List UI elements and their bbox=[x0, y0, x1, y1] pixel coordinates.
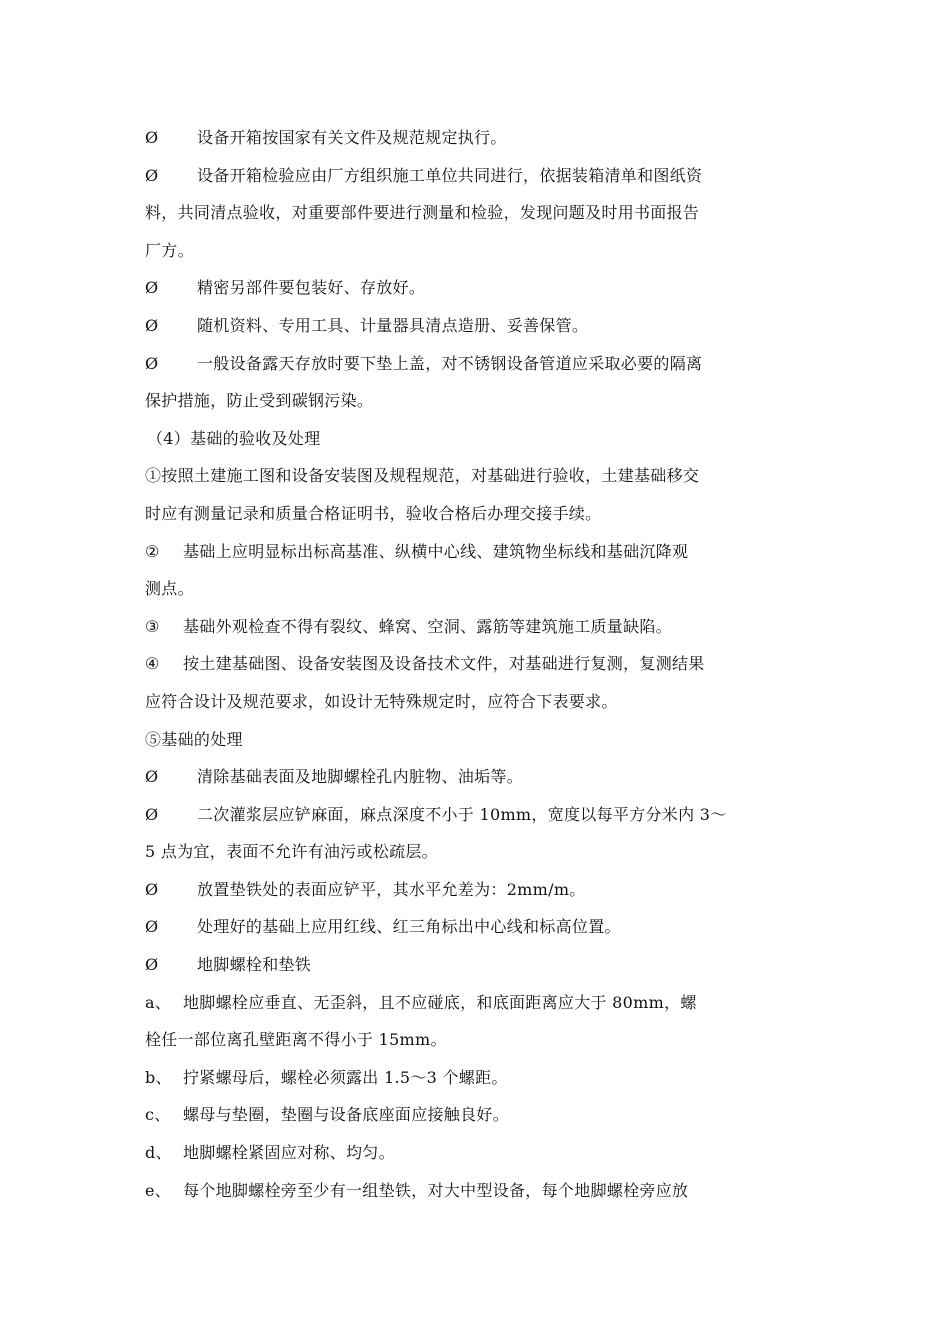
text-line bbox=[145, 345, 815, 383]
list-marker: e、 bbox=[145, 1180, 172, 1200]
text-line bbox=[145, 1134, 815, 1172]
text-line bbox=[145, 946, 815, 984]
document-body bbox=[145, 119, 815, 1209]
text-line bbox=[145, 495, 815, 533]
text-line bbox=[145, 119, 815, 157]
text-line bbox=[145, 157, 815, 195]
text-line bbox=[145, 871, 815, 909]
text-line bbox=[145, 307, 815, 345]
text-line bbox=[145, 269, 815, 307]
text-line bbox=[145, 457, 815, 495]
line-text: （4）基础的验收及处理 bbox=[147, 428, 321, 448]
line-text: ①按照土建施工图和设备安装图及规程规范，对基础进行验收，土建基础移交 bbox=[145, 466, 700, 486]
text-line bbox=[145, 796, 815, 834]
list-marker: ② bbox=[145, 541, 160, 561]
line-text: 基础上应明显标出标高基准、纵横中心线、建筑物坐标线和基础沉降观 bbox=[183, 541, 689, 561]
line-text: 测点。 bbox=[145, 579, 194, 599]
list-marker: a、 bbox=[145, 992, 172, 1012]
line-text: ⑤基础的处理 bbox=[145, 729, 243, 749]
text-line bbox=[145, 1096, 815, 1134]
text-line bbox=[145, 758, 815, 796]
line-text: 厂方。 bbox=[145, 240, 194, 260]
line-text: 螺母与垫圈，垫圈与设备底座面应接触良好。 bbox=[183, 1105, 510, 1125]
list-marker: c、 bbox=[145, 1105, 171, 1125]
line-text: 地脚螺栓应垂直、无歪斜，且不应碰底，和底面距离应大于 80mm，螺 bbox=[183, 992, 697, 1012]
text-line bbox=[145, 721, 815, 759]
text-line bbox=[145, 1059, 815, 1097]
list-marker: d、 bbox=[145, 1143, 172, 1163]
text-line bbox=[145, 1172, 815, 1210]
line-text: 放置垫铁处的表面应铲平，其水平允差为：2mm/m。 bbox=[197, 879, 586, 899]
section-heading bbox=[145, 420, 815, 458]
text-line bbox=[145, 984, 815, 1022]
line-text: 5 点为宜，表面不允许有油污或松疏层。 bbox=[145, 842, 438, 862]
line-text: 精密另部件要包装好、存放好。 bbox=[197, 278, 426, 298]
line-text: 每个地脚螺栓旁至少有一组垫铁，对大中型设备，每个地脚螺栓旁应放 bbox=[183, 1180, 689, 1200]
line-text: 清除基础表面及地脚螺栓孔内脏物、油垢等。 bbox=[197, 767, 524, 787]
text-line bbox=[145, 194, 815, 232]
bullet-marker: Ø bbox=[145, 353, 159, 373]
text-line bbox=[145, 833, 815, 871]
bullet-marker: Ø bbox=[145, 278, 159, 298]
bullet-marker: Ø bbox=[145, 315, 159, 335]
bullet-marker: Ø bbox=[145, 165, 159, 185]
line-text: 处理好的基础上应用红线、红三角标出中心线和标高位置。 bbox=[197, 917, 621, 937]
text-line bbox=[145, 908, 815, 946]
text-line bbox=[145, 1021, 815, 1059]
line-text: 料，共同清点验收，对重要部件要进行测量和检验，发现问题及时用书面报告 bbox=[145, 203, 700, 223]
line-text: 时应有测量记录和质量合格证明书，验收合格后办理交接手续。 bbox=[145, 503, 602, 523]
bullet-marker: Ø bbox=[145, 128, 159, 147]
bullet-marker: Ø bbox=[145, 804, 159, 824]
text-line bbox=[145, 533, 815, 571]
bullet-marker: Ø bbox=[145, 917, 159, 937]
line-text: 一般设备露天存放时要下垫上盖，对不锈钢设备管道应采取必要的隔离 bbox=[197, 353, 703, 373]
line-text: 拧紧螺母后，螺栓必须露出 1.5～3 个螺距。 bbox=[183, 1067, 508, 1087]
text-line bbox=[145, 683, 815, 721]
line-text: 基础外观检查不得有裂纹、蜂窝、空洞、露筋等建筑施工质量缺陷。 bbox=[183, 616, 673, 636]
bullet-marker: Ø bbox=[145, 767, 159, 787]
line-text: 地脚螺栓和垫铁 bbox=[197, 955, 312, 975]
line-text: 保护措施，防止受到碳钢污染。 bbox=[145, 391, 374, 411]
bullet-marker: Ø bbox=[145, 879, 159, 899]
bullet-marker: Ø bbox=[145, 955, 159, 975]
line-text: 应符合设计及规范要求，如设计无特殊规定时，应符合下表要求。 bbox=[145, 691, 618, 711]
line-text: 设备开箱按国家有关文件及规范规定执行。 bbox=[197, 128, 507, 147]
text-line bbox=[145, 232, 815, 270]
line-text: 按土建基础图、设备安装图及设备技术文件，对基础进行复测，复测结果 bbox=[183, 654, 705, 674]
list-marker: ③ bbox=[145, 616, 160, 636]
text-line bbox=[145, 608, 815, 646]
list-marker: ④ bbox=[145, 654, 160, 674]
line-text: 栓任一部位离孔壁距离不得小于 15mm。 bbox=[145, 1030, 447, 1050]
line-text: 二次灌浆层应铲麻面，麻点深度不小于 10mm，宽度以每平方分米内 3～ bbox=[197, 804, 727, 824]
text-line bbox=[145, 382, 815, 420]
list-marker: b、 bbox=[145, 1067, 172, 1087]
text-line bbox=[145, 570, 815, 608]
line-text: 地脚螺栓紧固应对称、均匀。 bbox=[183, 1143, 395, 1163]
line-text: 随机资料、专用工具、计量器具清点造册、妥善保管。 bbox=[197, 315, 589, 335]
text-line bbox=[145, 645, 815, 683]
line-text: 设备开箱检验应由厂方组织施工单位共同进行，依据装箱清单和图纸资 bbox=[197, 165, 703, 185]
